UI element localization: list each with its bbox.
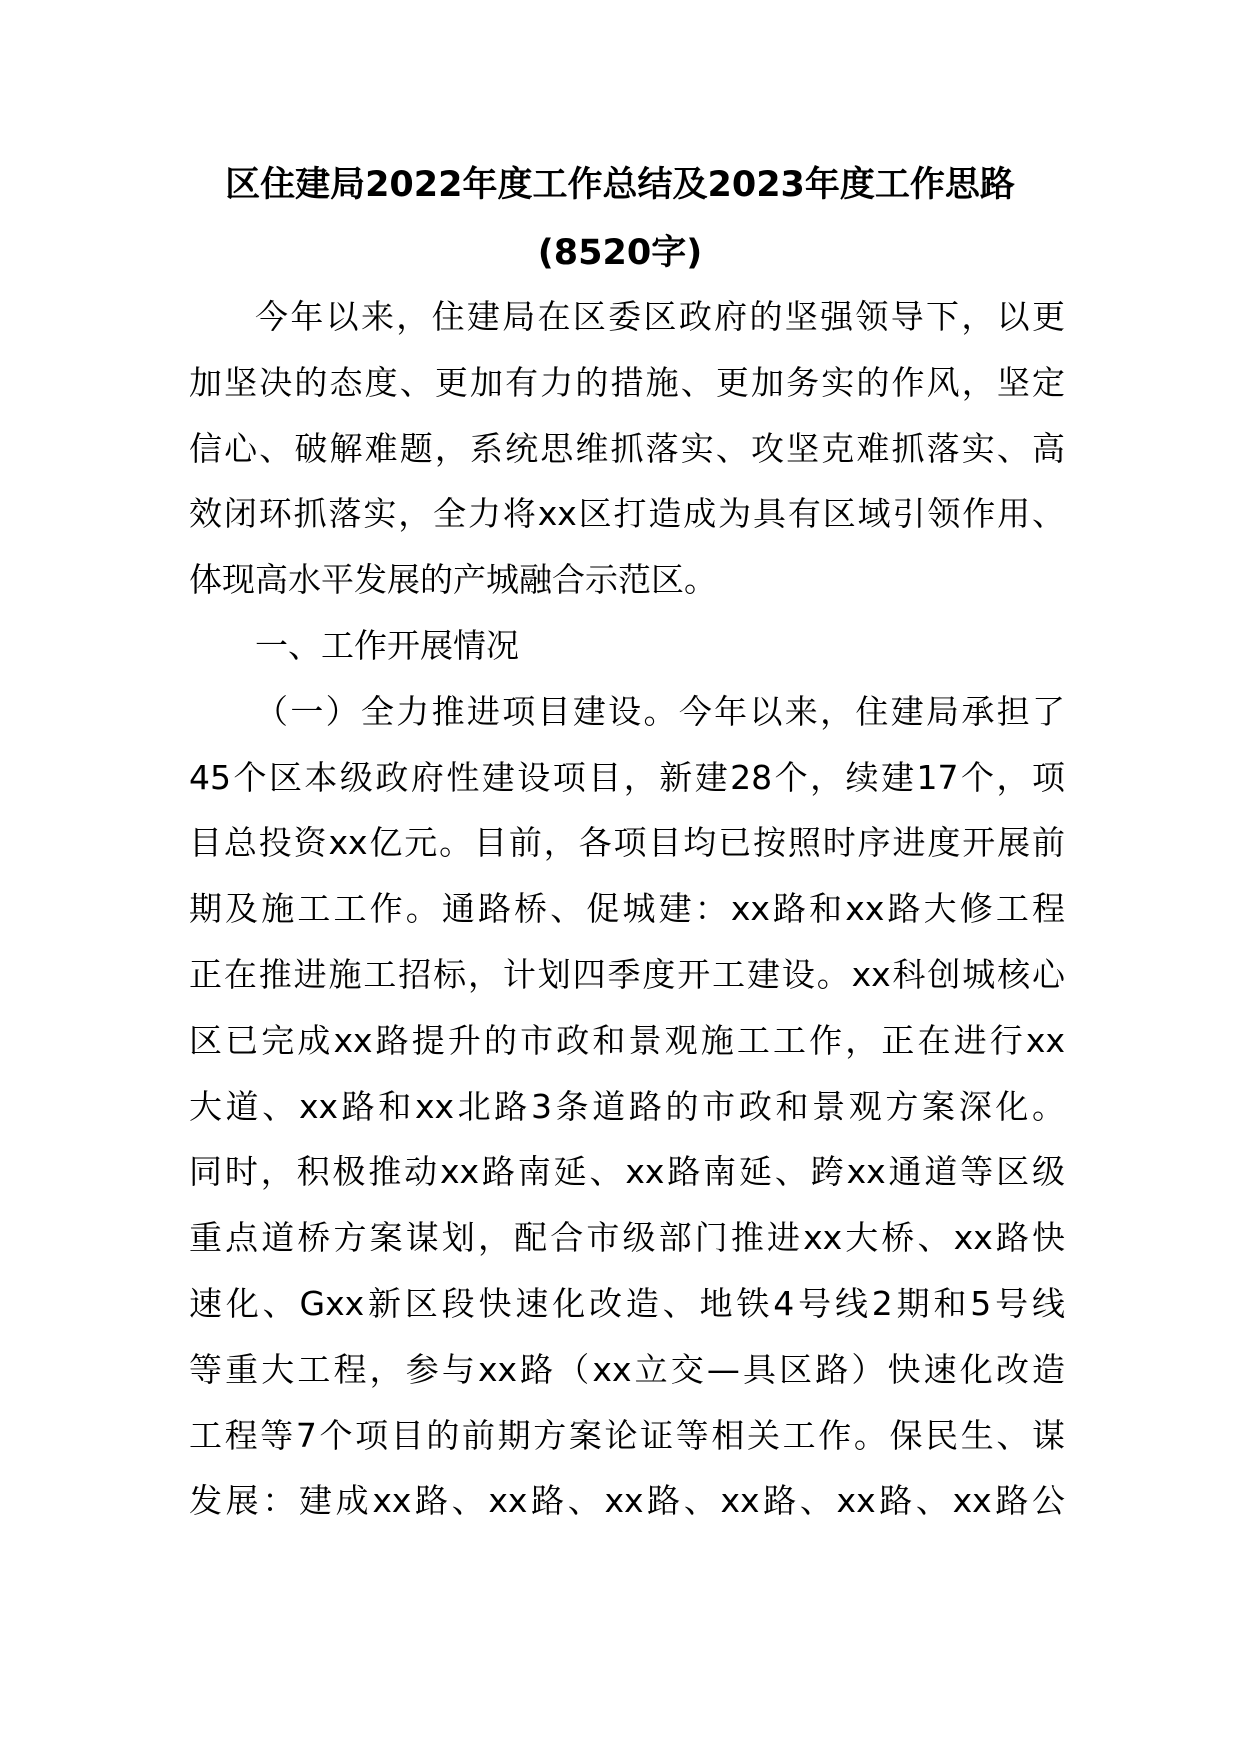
paragraph-line: 期及施工工作。通路桥、促城建：xx路和xx路大修工程 <box>189 889 1065 929</box>
paragraph-line: 大道、xx路和xx北路3条道路的市政和景观方案深化。 <box>189 1086 1065 1126</box>
paragraph-line: 区已完成xx路提升的市政和景观施工工作，正在进行xx <box>189 1020 1065 1060</box>
paragraph-line: 正在推进施工招标，计划四季度开工建设。xx科创城核心 <box>189 955 1065 994</box>
document-title: 区住建局2022年度工作总结及2023年度工作思路 <box>225 165 1015 205</box>
paragraph-line: 发展：建成xx路、xx路、xx路、xx路、xx路、xx路公 <box>189 1481 1065 1521</box>
paragraph-line: 加坚决的态度、更加有力的措施、更加务实的作风，坚定 <box>189 362 1065 402</box>
paragraph-line: 工程等7个项目的前期方案论证等相关工作。保民生、谋 <box>189 1415 1065 1455</box>
paragraph-line: 体现高水平发展的产城融合示范区。 <box>189 560 717 600</box>
paragraph-line: 等重大工程，参与xx路（xx立交—具区路）快速化改造 <box>189 1349 1065 1389</box>
paragraph-line: 速化、Gxx新区段快速化改造、地铁4号线2期和5号线 <box>189 1284 1065 1323</box>
document-subtitle: (8520字) <box>537 233 703 273</box>
paragraph-line: （一）全力推进项目建设。今年以来，住建局承担了 <box>255 691 1065 731</box>
section-heading: 一、工作开展情况 <box>255 626 519 665</box>
paragraph-line: 效闭环抓落实，全力将xx区打造成为具有区域引领作用、 <box>189 494 1065 534</box>
paragraph-line: 同时，积极推动xx路南延、xx路南延、跨xx通道等区级 <box>189 1152 1065 1192</box>
paragraph-line: 45个区本级政府性建设项目，新建28个，续建17个，项 <box>189 757 1065 797</box>
paragraph-line: 目总投资xx亿元。目前，各项目均已按照时序进度开展前 <box>189 823 1065 863</box>
paragraph-line: 今年以来，住建局在区委区政府的坚强领导下，以更 <box>255 297 1065 336</box>
paragraph-line: 重点道桥方案谋划，配合市级部门推进xx大桥、xx路快 <box>189 1218 1065 1258</box>
paragraph-line: 信心、破解难题，系统思维抓落实、攻坚克难抓落实、高 <box>189 428 1065 468</box>
